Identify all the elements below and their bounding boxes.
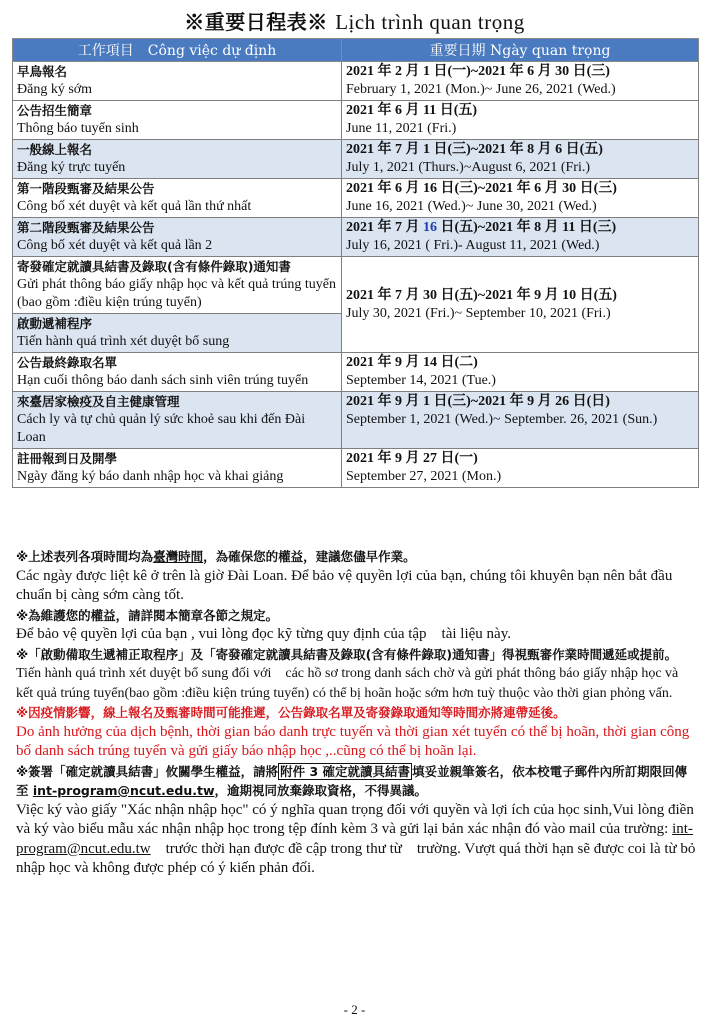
table-row	[13, 62, 699, 101]
date-zh: 2021 年 7 月 1 日(三)~2021 年 8 月 6 日(五)	[346, 142, 603, 157]
date-cell	[342, 353, 699, 392]
date-en: September 14, 2021 (Tue.)	[346, 373, 496, 388]
note-vi-warning: Do ảnh hưởng của dịch bệnh, thời gian báo danh trực tuyến và thời gian xét tuyển có thể bị hoãn, thời gian công bố danh sách trúng tuyển và gửi giấy báo nhập học ,..cũng có thể bị hoãn lại.	[16, 723, 690, 759]
page-title	[0, 6, 709, 35]
table-row	[13, 353, 699, 392]
date-zh-part: 2021 年 7 月	[346, 220, 423, 235]
table-row	[13, 257, 699, 314]
task-vi: Công bố xét duyệt và kết quả lần 2	[17, 238, 213, 253]
date-en: September 1, 2021 (Wed.)~ September. 26, 2021 (Sun.)	[346, 412, 658, 427]
date-en: June 11, 2021 (Fri.)	[346, 121, 457, 136]
date-cell	[342, 257, 699, 353]
task-zh: 公告最終錄取名單	[17, 355, 118, 370]
date-zh: 2021 年 9 月 1 日(三)~2021 年 9 月 26 日(日)	[346, 394, 610, 409]
task-cell	[13, 62, 342, 101]
task-cell	[13, 449, 342, 488]
email-link[interactable]: int-program@ncut.edu.tw	[16, 821, 693, 857]
task-zh: 寄發確定就讀具結書及錄取(含有條件錄取)通知書	[17, 259, 291, 274]
date-zh-part: 日(五)~2021 年 8 月 11 日(三)	[437, 220, 617, 235]
schedule-table	[12, 38, 699, 488]
date-en: July 16, 2021 ( Fri.)- August 11, 2021 (Wed.)	[346, 238, 600, 253]
task-vi: Gửi phát thông báo giấy nhập học và kết quả trúng tuyển (bao gồm :điều kiện trúng tuyển)	[17, 277, 337, 310]
note-text-underlined: 臺灣時間	[153, 549, 204, 564]
task-cell	[13, 179, 342, 218]
date-zh: 2021 年 9 月 27 日(一)	[346, 451, 478, 466]
table-row	[13, 101, 699, 140]
date-en: July 30, 2021 (Fri.)~ September 10, 2021 (Fri.)	[346, 305, 611, 321]
task-vi: Đăng ký trực tuyến	[17, 160, 126, 175]
task-cell	[13, 218, 342, 257]
task-vi: Thông báo tuyển sinh	[17, 121, 139, 136]
task-zh: 一般線上報名	[17, 142, 93, 157]
task-cell	[13, 257, 342, 314]
task-vi: Đăng ký sớm	[17, 82, 93, 97]
note-vi: Tiến hành quá trình xét duyệt bổ sung đối với các hồ sơ trong danh sách chờ và gửi phát thông báo giấy nhập học và kết quả trúng tuyển(bao gồm :điều kiện trúng tuyển) có thể bị hoãn hoặc sớm hơn tuỳ thuộc vào thời gian phỏng vấn.	[16, 666, 679, 701]
notes-section	[16, 547, 696, 879]
task-cell	[13, 392, 342, 449]
task-vi: Tiến hành quá trình xét duyệt bổ sung	[17, 334, 230, 349]
note-vi	[16, 801, 696, 879]
note-text: ，逾期視同放棄錄取資格，不得異議。	[214, 783, 428, 798]
date-cell	[342, 179, 699, 218]
note-zh-warning: ※因疫情影響，線上報名及甄審時間可能推遲，公告錄取名單及寄發錄取通知等時間亦將連帶延後。	[16, 705, 566, 720]
note-zh	[16, 762, 696, 801]
task-zh: 第一階段甄審及結果公告	[17, 181, 155, 196]
date-zh: 2021 年 9 月 14 日(二)	[346, 355, 478, 370]
date-en: September 27, 2021 (Mon.)	[346, 469, 502, 484]
date-cell	[342, 392, 699, 449]
task-zh: 公告招生簡章	[17, 103, 93, 118]
date-zh	[346, 219, 694, 237]
date-en: June 16, 2021 (Wed.)~ June 30, 2021 (Wed.)	[346, 199, 597, 214]
task-vi: Hạn cuối thông báo danh sách sinh viên trúng tuyển	[17, 373, 309, 388]
note-vi: Để bảo vệ quyền lợi của bạn , vui lòng đọc kỹ từng quy định của tập tài liệu này.	[16, 626, 511, 642]
task-zh: 來臺居家檢疫及自主健康管理	[17, 394, 180, 409]
date-cell	[342, 101, 699, 140]
date-en: February 1, 2021 (Mon.)~ June 26, 2021 (Wed.)	[346, 82, 616, 97]
task-zh: 第二階段甄審及結果公告	[17, 220, 155, 235]
page-number: - 2 -	[343, 1002, 366, 1017]
date-cell	[342, 218, 699, 257]
table-row	[13, 218, 699, 257]
date-en: July 1, 2021 (Thurs.)~August 6, 2021 (Fri.)	[346, 160, 591, 175]
task-zh: 註冊報到日及開學	[17, 451, 118, 466]
task-vi: Ngày đăng ký báo danh nhập học và khai giảng	[17, 469, 284, 484]
table-row	[13, 179, 699, 218]
note-zh: ※「啟動備取生遞補正取程序」及「寄發確定就讀具結書及錄取(含有條件錄取)通知書」得視甄審作業時間遞延或提前。	[16, 646, 678, 662]
date-cell	[342, 140, 699, 179]
date-zh-highlight: 16	[423, 220, 437, 235]
date-zh: 2021 年 6 月 11 日(五)	[346, 103, 478, 118]
task-cell	[13, 353, 342, 392]
table-row	[13, 140, 699, 179]
header-date: 重要日期 Ngày quan trọng	[342, 39, 699, 62]
title-zh: ※重要日程表※	[184, 10, 328, 34]
note-text: Việc ký vào giấy "Xác nhận nhập học" có ý nghĩa quan trọng đối với quyền và lợi ích của học sinh,Vui lòng điền và ký vào biểu mẫu xác nhận nhập học trong tệp đính kèm 3 và gửi lại bản xác nhận đó vào mail của trường:	[16, 801, 694, 837]
note-text: ，為確保您的權益，建議您儘早作業。	[203, 549, 416, 564]
task-zh: 啟動遞補程序	[17, 316, 93, 331]
task-cell	[13, 101, 342, 140]
email-link[interactable]: int-program@ncut.edu.tw	[32, 783, 215, 798]
task-zh: 早鳥報名	[17, 64, 68, 79]
table-row	[13, 449, 699, 488]
note-zh	[16, 547, 696, 567]
title-vi: Lịch trình quan trọng	[335, 10, 525, 34]
header-task: 工作項目 Công việc dự định	[13, 39, 342, 62]
date-zh: 2021 年 2 月 1 日(一)~2021 年 6 月 30 日(三)	[346, 64, 610, 79]
table-header-row	[13, 39, 699, 62]
note-text: 填妥並親筆簽名，依本校電子郵件內所訂期限回傳至	[16, 763, 688, 798]
attachment-label: 附件 3 確定就讀具結書	[280, 763, 411, 779]
task-cell	[13, 314, 342, 353]
date-cell	[342, 449, 699, 488]
date-cell	[342, 62, 699, 101]
note-text: trước thời hạn được đề cập trong thư từ trường. Vượt quá thời hạn sẽ được coi là từ bỏ nhập học và không được phép có ý kiến phản đối.	[16, 840, 696, 876]
note-zh: ※為維護您的權益，請詳閱本簡章各節之規定。	[16, 607, 279, 623]
task-vi: Cách ly và tự chủ quản lý sức khoẻ sau khi đến Đài Loan	[17, 412, 306, 445]
note-text: ※簽署「確定就讀具結書」攸關學生權益，請將	[16, 763, 279, 779]
note-vi: Các ngày được liệt kê ở trên là giờ Đài Loan. Để bảo vệ quyền lợi của bạn, chúng tôi khuyên bạn nên bắt đầu chuẩn bị càng sớm càng tốt.	[16, 567, 673, 603]
task-cell	[13, 140, 342, 179]
date-zh: 2021 年 6 月 16 日(三)~2021 年 6 月 30 日(三)	[346, 181, 617, 196]
task-vi: Công bố xét duyệt và kết quả lần thứ nhất	[17, 199, 252, 214]
table-row	[13, 392, 699, 449]
date-zh: 2021 年 7 月 30 日(五)~2021 年 9 月 10 日(五)	[346, 287, 617, 303]
note-text: ※上述表列各項時間均為	[16, 549, 154, 564]
